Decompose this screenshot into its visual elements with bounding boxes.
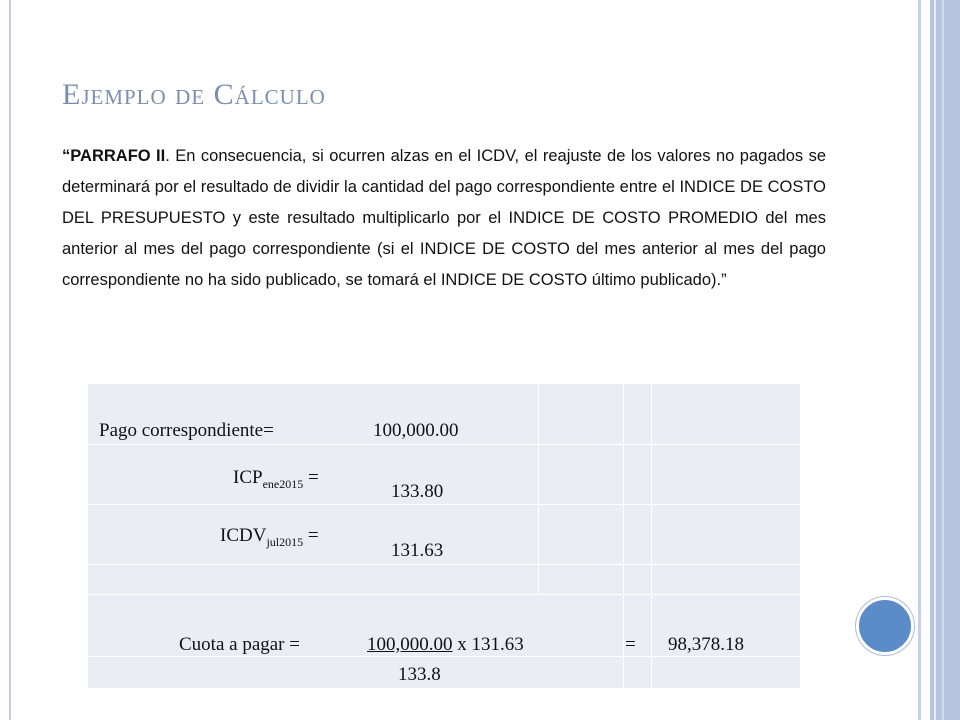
grid-line <box>88 594 800 595</box>
calculation-table <box>88 384 800 688</box>
cuota-result: 98,378.18 <box>668 634 744 655</box>
formula <box>367 634 524 656</box>
paragraph-body: . En consecuencia, si ocurren alzas en el ICDV, el reajuste de los valores no pagados se determinará por el resultado de dividir la cantidad del pago correspondiente entre el INDICE DE COSTO DEL PRESUPUESTO y este resultado multiplicarlo por el INDICE DE COSTO PROMEDIO del mes anterior al mes del pago correspondiente (si el INDICE DE COSTO del mes anterior al mes del pago correspondiente no ha sido publicado, se tomará el INDICE DE COSTO último publicado).” <box>62 147 826 289</box>
icp-label: $ICP_{ene2015}$ = <box>233 467 319 491</box>
slide-title: Ejemplo de Cálculo <box>62 78 326 111</box>
grid-line <box>88 504 800 505</box>
grid-line <box>88 444 800 445</box>
grid-line <box>623 384 624 688</box>
cuota-label: Cuota a pagar = <box>179 634 300 655</box>
slide-frame-right-line <box>918 0 921 720</box>
grid-line <box>538 384 539 594</box>
formula-numerator: 100,000.00 <box>367 634 453 655</box>
grid-line <box>651 384 652 688</box>
grid-line <box>88 656 800 657</box>
decorative-circle <box>856 597 914 655</box>
pago-label: Pago correspondiente= <box>99 420 274 441</box>
slide-frame-right-bar <box>930 0 960 720</box>
slide-frame-left <box>9 0 11 720</box>
icp-value: 133.80 <box>391 481 444 502</box>
icdv-value: 131.63 <box>391 540 444 561</box>
grid-line <box>88 564 800 565</box>
icdv-label: $ICDV_{jul2015}$ = <box>220 525 319 549</box>
formula-multiplier: x 131.63 <box>452 634 524 655</box>
formula-equals: = <box>625 634 636 655</box>
quoted-paragraph <box>62 141 826 296</box>
formula-denominator: 133.8 <box>398 664 441 685</box>
paragraph-lead: “PARRAFO II <box>62 147 166 165</box>
pago-value: 100,000.00 <box>373 420 459 441</box>
